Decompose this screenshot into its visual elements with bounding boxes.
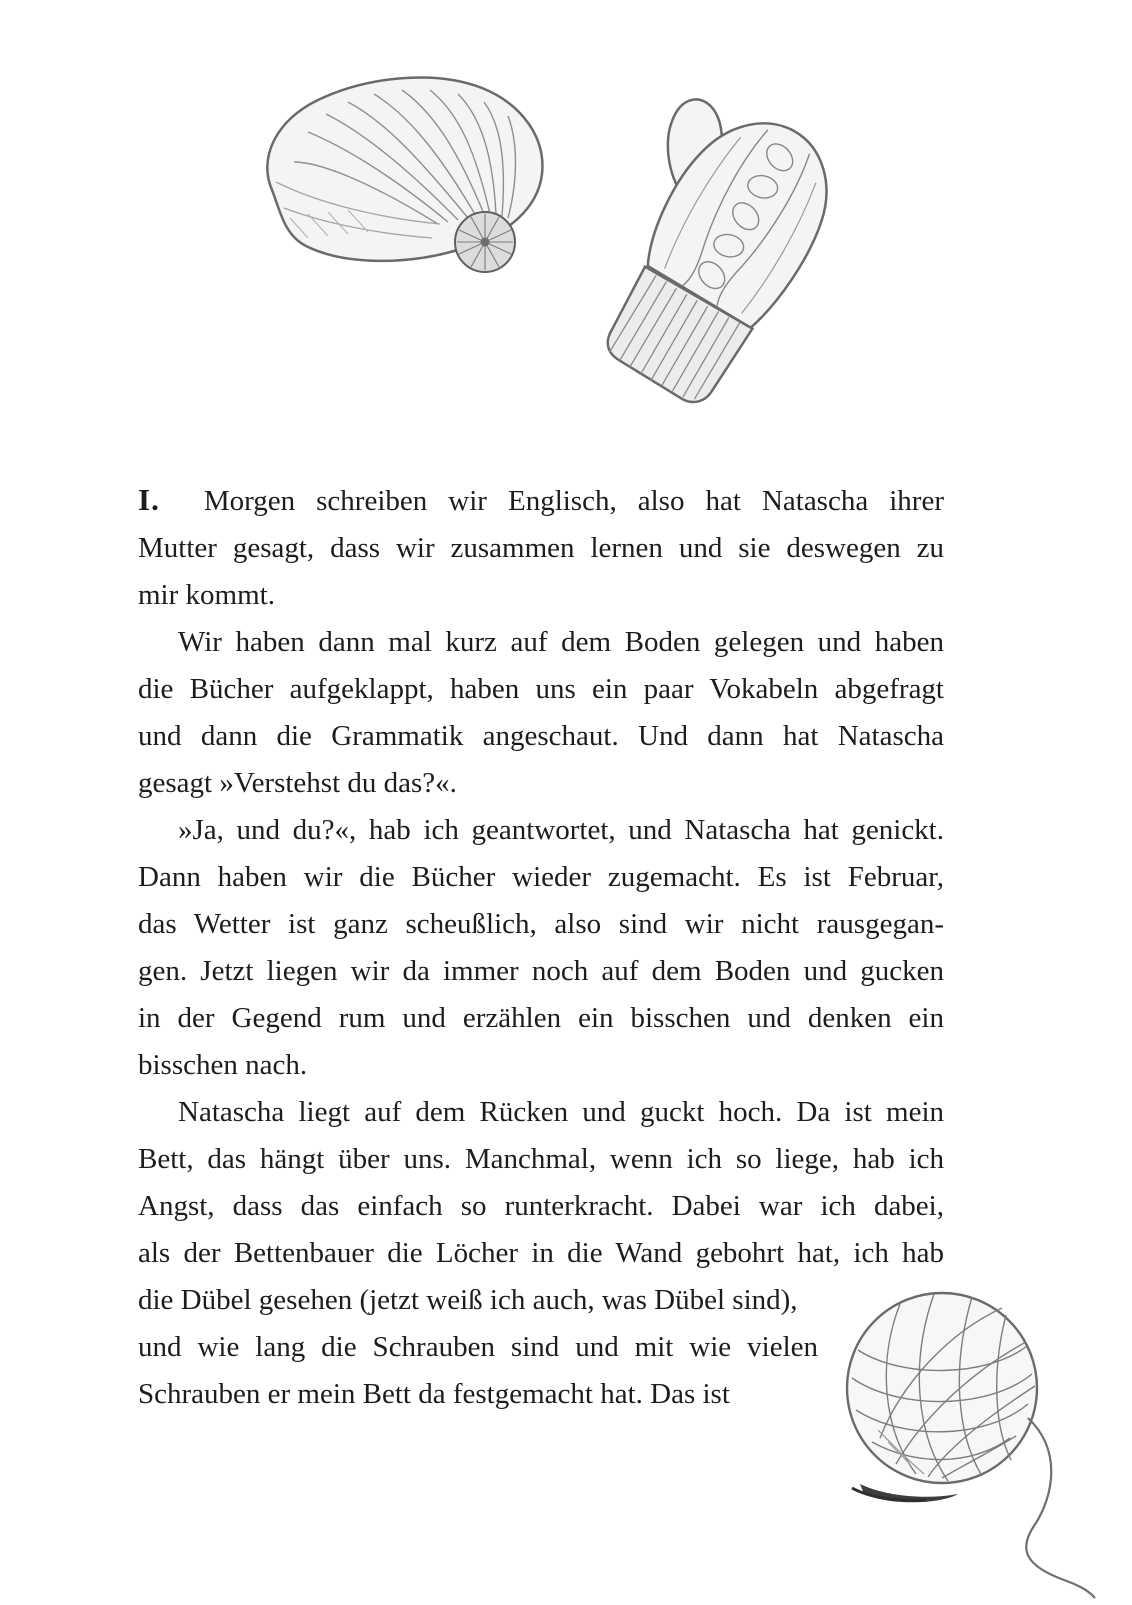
text-line: und wie lang die Schrauben sind und mit wie vielen — [138, 1331, 818, 1363]
knitted-hat-illustration — [267, 78, 542, 272]
yarn-trailing-thread — [1026, 1418, 1095, 1598]
hat-pompom — [455, 212, 515, 272]
knitted-mitten-illustration — [554, 75, 858, 417]
text-line: Angst, dass das einfach so runterkracht. Dabei war ich dabei, — [138, 1190, 944, 1222]
text-line: Wir haben dann mal kurz auf dem Boden gelegen und haben — [178, 626, 944, 658]
text-line: Bett, das hängt über uns. Manchmal, wenn ich so liege, hab ich — [138, 1143, 944, 1175]
text-line: gesagt »Verstehst du das?«. — [138, 767, 457, 799]
top-illustration — [222, 52, 922, 432]
text-line: Mutter gesagt, dass wir zusammen lernen und sie deswegen zu — [138, 532, 944, 564]
text-line: als der Bettenbauer die Löcher in die Wand gebohrt hat, ich hab — [138, 1237, 944, 1269]
text-line: Natascha liegt auf dem Rücken und guckt hoch. Da ist mein — [178, 1096, 944, 1128]
text-line: in der Gegend rum und erzählen ein bisschen und denken ein — [138, 1002, 944, 1034]
chapter-number: I. — [138, 482, 160, 517]
body-text — [138, 476, 944, 1418]
text-line: Schrauben er mein Bett da festgemacht hat. Das ist — [138, 1378, 730, 1410]
yarn-ball-illustration — [830, 1270, 1120, 1605]
text-line: I. Morgen schreiben wir Englisch, also hat Natascha ihrer — [138, 482, 944, 517]
text-line: die Bücher aufgeklappt, haben uns ein paar Vokabeln abgefragt — [138, 673, 944, 705]
text-line: mir kommt. — [138, 579, 275, 611]
text-line: das Wetter ist ganz scheußlich, also sind wir nicht rausgegan- — [138, 908, 944, 940]
text-line: bisschen nach. — [138, 1049, 308, 1081]
text-line: und dann die Grammatik angeschaut. Und dann hat Natascha — [138, 720, 944, 752]
text-line: Dann haben wir die Bücher wieder zugemacht. Es ist Februar, — [138, 861, 944, 893]
text-line: die Dübel gesehen (jetzt weiß ich auch, was Dübel sind), — [138, 1284, 798, 1316]
text-line: gen. Jetzt liegen wir da immer noch auf dem Boden und gucken — [138, 955, 944, 987]
text-line: »Ja, und du?«, hab ich geantwortet, und Natascha hat genickt. — [178, 814, 944, 846]
